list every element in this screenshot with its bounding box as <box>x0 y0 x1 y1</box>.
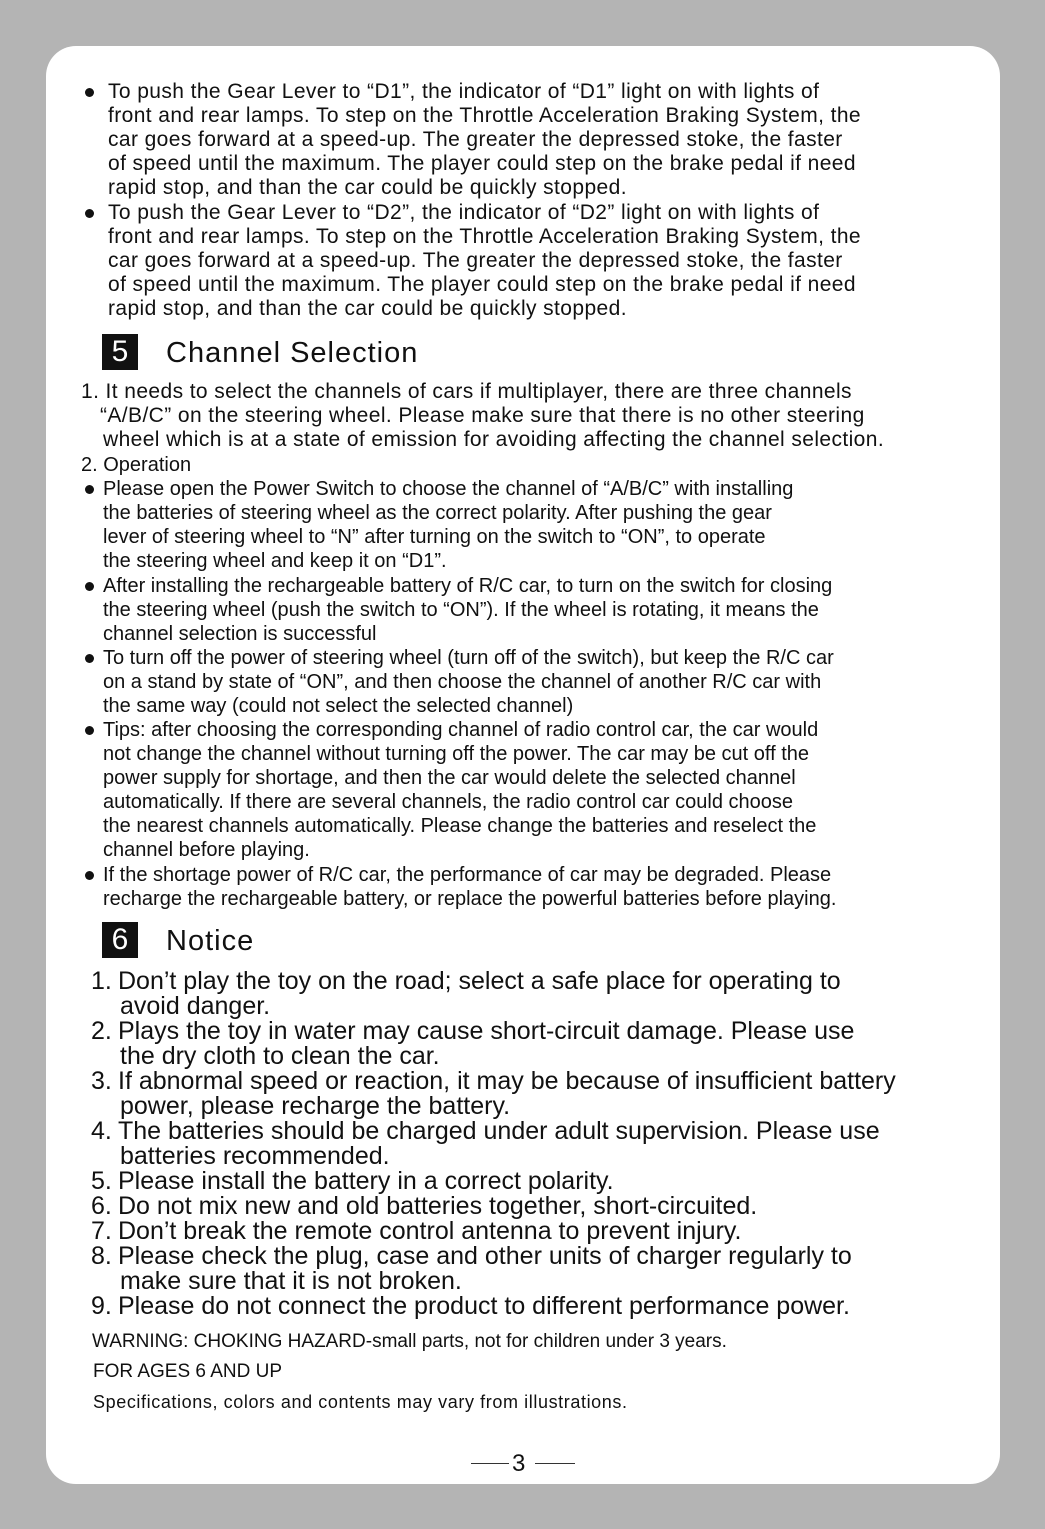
op-bullet-2-line-2: the steering wheel (push the switch to “ON”). If the wheel is rotating, it means the <box>103 599 819 621</box>
gear-d2-line-1: To push the Gear Lever to “D2”, the indicator of “D2” light on with lights of <box>108 201 820 224</box>
gear-d1-line-1: To push the Gear Lever to “D1”, the indicator of “D1” light on with lights of <box>108 80 820 103</box>
notice-8-line-2: make sure that it is not broken. <box>120 1267 462 1295</box>
notice-4-line-2: batteries recommended. <box>120 1142 390 1170</box>
operation-label: 2. Operation <box>81 454 192 476</box>
op-bullet-2-line-3: channel selection is successful <box>103 623 377 645</box>
notice-number: 8. <box>91 1242 112 1270</box>
gear-d2-line-5: rapid stop, and than the car could be quickly stopped. <box>108 297 627 320</box>
gear-d1-line-4: of speed until the maximum. The player could step on the brake pedal if need <box>108 152 856 175</box>
notice-1-line-2: avoid danger. <box>120 992 271 1020</box>
notice-9-line-1: Please do not connect the product to different performance power. <box>118 1292 850 1320</box>
channel-intro-line-2: “A/B/C” on the steering wheel. Please make sure that there is no other steering <box>100 404 865 427</box>
channel-intro-line-3: wheel which is at a state of emission for avoiding affecting the channel selection. <box>103 428 885 451</box>
op-bullet-2-line-1: After installing the rechargeable battery of R/C car, to turn on the switch for closing <box>103 575 833 597</box>
op-bullet-4-line-3: power supply for shortage, and then the car would delete the selected channel <box>103 767 796 789</box>
section-title: Channel Selection <box>166 337 419 369</box>
notice-7-line-1: Don’t break the remote control antenna to prevent injury. <box>118 1217 742 1245</box>
page-number-rule-left <box>471 1463 509 1464</box>
notice-number: 6. <box>91 1192 112 1220</box>
notice-number: 1. <box>91 967 112 995</box>
gear-d2-line-4: of speed until the maximum. The player could step on the brake pedal if need <box>108 273 856 296</box>
op-bullet-5-line-2: recharge the rechargeable battery, or replace the powerful batteries before playing. <box>103 888 837 910</box>
bullet-icon <box>85 871 94 880</box>
notice-number: 2. <box>91 1017 112 1045</box>
notice-number: 7. <box>91 1217 112 1245</box>
bullet-icon <box>85 485 94 494</box>
op-bullet-1-line-2: the batteries of steering wheel as the correct polarity. After pushing the gear <box>103 502 772 524</box>
bullet-icon <box>85 726 94 735</box>
notice-5-line-1: Please install the battery in a correct polarity. <box>118 1167 614 1195</box>
bullet-icon <box>85 582 94 591</box>
section-number-badge: 5 <box>102 334 138 370</box>
notice-number: 9. <box>91 1292 112 1320</box>
notice-3-line-1: If abnormal speed or reaction, it may be because of insufficient battery <box>118 1067 896 1095</box>
bullet-icon <box>85 209 94 218</box>
notice-6-line-1: Do not mix new and old batteries together, short-circuited. <box>118 1192 758 1220</box>
op-bullet-4-line-2: not change the channel without turning off the power. The car may be cut off the <box>103 743 810 765</box>
op-bullet-1-line-1: Please open the Power Switch to choose the channel of “A/B/C” with installing <box>103 478 794 500</box>
notice-number: 4. <box>91 1117 112 1145</box>
notice-number: 3. <box>91 1067 112 1095</box>
op-bullet-3-line-2: on a stand by state of “ON”, and then choose the channel of another R/C car with <box>103 671 822 693</box>
op-bullet-1-line-3: lever of steering wheel to “N” after turning on the switch to “ON”, to operate <box>103 526 766 548</box>
notice-4-line-1: The batteries should be charged under adult supervision. Please use <box>118 1117 880 1145</box>
op-bullet-3-line-3: the same way (could not select the selected channel) <box>103 695 574 717</box>
op-bullet-1-line-4: the steering wheel and keep it on “D1”. <box>103 550 447 572</box>
op-bullet-4-line-1: Tips: after choosing the corresponding channel of radio control car, the car would <box>103 719 819 741</box>
notice-1-line-1: Don’t play the toy on the road; select a safe place for operating to <box>118 967 841 995</box>
op-bullet-3-line-1: To turn off the power of steering wheel (turn off of the switch), but keep the R/C car <box>103 647 834 669</box>
age-label: FOR AGES 6 AND UP <box>93 1361 282 1382</box>
page-number-rule-right <box>535 1463 575 1464</box>
op-bullet-5-line-1: If the shortage power of R/C car, the performance of car may be degraded. Please <box>103 864 832 886</box>
notice-2-line-1: Plays the toy in water may cause short-circuit damage. Please use <box>118 1017 855 1045</box>
gear-d1-line-3: car goes forward at a speed-up. The greater the depressed stoke, the faster <box>108 128 843 151</box>
notice-8-line-1: Please check the plug, case and other units of charger regularly to <box>118 1242 852 1270</box>
section-title: Notice <box>166 925 255 957</box>
page-number: 3 <box>512 1450 526 1477</box>
specification-note: Specifications, colors and contents may vary from illustrations. <box>93 1392 628 1412</box>
bullet-icon <box>85 654 94 663</box>
gear-d2-line-2: front and rear lamps. To step on the Throttle Acceleration Braking System, the <box>108 225 861 248</box>
notice-number: 5. <box>91 1167 112 1195</box>
op-bullet-4-line-4: automatically. If there are several channels, the radio control car could choose <box>103 791 793 813</box>
gear-d1-line-5: rapid stop, and than the car could be quickly stopped. <box>108 176 627 199</box>
notice-2-line-2: the dry cloth to clean the car. <box>120 1042 440 1070</box>
gear-d1-line-2: front and rear lamps. To step on the Throttle Acceleration Braking System, the <box>108 104 861 127</box>
bullet-icon <box>85 88 94 97</box>
notice-3-line-2: power, please recharge the battery. <box>120 1092 511 1120</box>
channel-intro-line-1: 1. It needs to select the channels of cars if multiplayer, there are three channels <box>81 380 852 403</box>
warning-text: WARNING: CHOKING HAZARD-small parts, not for children under 3 years. <box>92 1331 727 1352</box>
op-bullet-4-line-5: the nearest channels automatically. Please change the batteries and reselect the <box>103 815 817 837</box>
gear-d2-line-3: car goes forward at a speed-up. The greater the depressed stoke, the faster <box>108 249 843 272</box>
section-number-badge: 6 <box>102 922 138 958</box>
op-bullet-4-line-6: channel before playing. <box>103 839 310 861</box>
